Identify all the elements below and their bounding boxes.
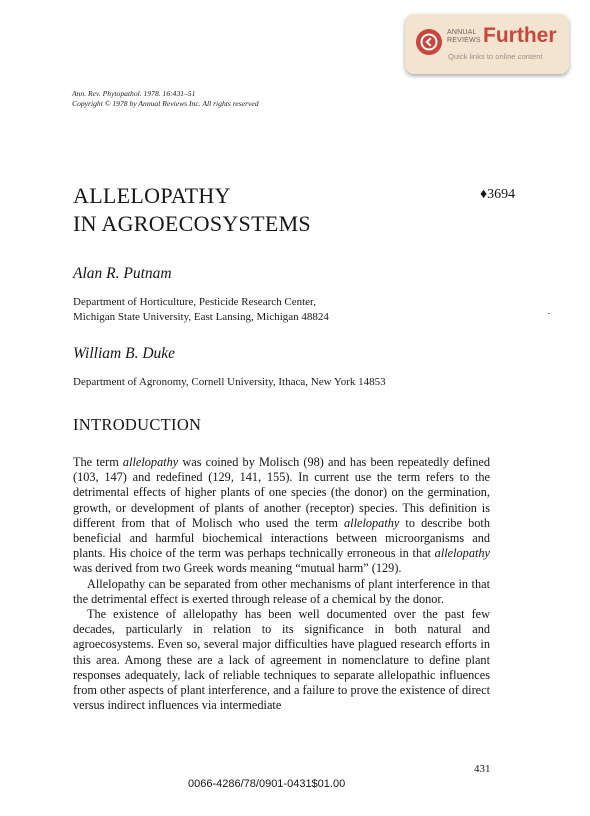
article-number: ♦3694 [480, 187, 516, 202]
title-line: ALLELOPATHY [73, 183, 231, 208]
text-run: The term [73, 455, 123, 469]
badge-tagline: Quick links to online content [448, 52, 543, 61]
author-affiliation: Department of Agronomy, Cornell University, Ithaca, New York 14853 [73, 376, 386, 388]
paragraph [73, 455, 490, 577]
citation-line: Ann. Rev. Phytopathol. 1978. 16:431–51 [72, 89, 196, 98]
section-heading: INTRODUCTION [73, 415, 202, 434]
text-run: to describe both beneficial and harmful biochemical interactions between microorganisms and plants. His choice of the term was perhaps technically erroneous in that [73, 515, 490, 561]
author-affiliation: Department of Horticulture, Pesticide Research Center, Michigan State University, East Lansing, Michigan 48824 [73, 296, 329, 323]
badge-publisher-label: ANNUAL REVIEWS [447, 29, 481, 44]
text-run: The existence of allelopathy has been well documented over the past few decades, particularly in relation to its significance in both natural and agroecosystems. Even so, several major difficulties have plagued research efforts in this area. Among these are a lack of agreement in nomenclature to define plant responses adequately, lack of reliable techniques to separate allelopathic influences from other aspects of plant interference, and a failure to prove the existence of direct versus indirect influences via intermediate [73, 607, 490, 713]
author-name: Alan R. Putnam [73, 265, 172, 282]
price-code: 0066-4286/78/0901-0431$01.00 [188, 778, 346, 790]
text-run: was derived from two Greek words meaning “mutual harm” (129). [73, 561, 402, 576]
italic-term: allelopathy [122, 455, 179, 469]
article-title [73, 182, 311, 238]
paragraph [73, 607, 490, 713]
paragraph [73, 577, 490, 607]
annual-reviews-further-badge[interactable] [405, 14, 569, 74]
page-number: 431 [474, 763, 491, 775]
text-run: Allelopathy can be separated from other mechanisms of plant interference in that the detrimental effect is exerted through release of a chemical by the donor. [73, 576, 490, 606]
body-text [73, 455, 490, 713]
further-logo-icon [415, 28, 443, 56]
text-run: was coined by Molisch (98) and has been repeatedly defined (103, 147) and redefined (129, 141, 155). In current use the term refers to the detrimental effects of higher plants of one species (the donor) on the germination, growth, or development of plants of another (receptor) species. This definition is different from that of Molisch who used the term [73, 455, 490, 530]
title-line: IN AGROECOSYSTEMS [73, 211, 311, 236]
copyright-line: Copyright © 1978 by Annual Reviews Inc. All rights reserved [72, 99, 259, 108]
badge-further-word: Further [483, 24, 557, 47]
scan-speck [548, 313, 550, 314]
author-name: William B. Duke [73, 345, 176, 362]
italic-term: allelopathy [344, 515, 400, 530]
italic-term: allelopathy [434, 546, 490, 561]
journal-citation [72, 89, 259, 109]
